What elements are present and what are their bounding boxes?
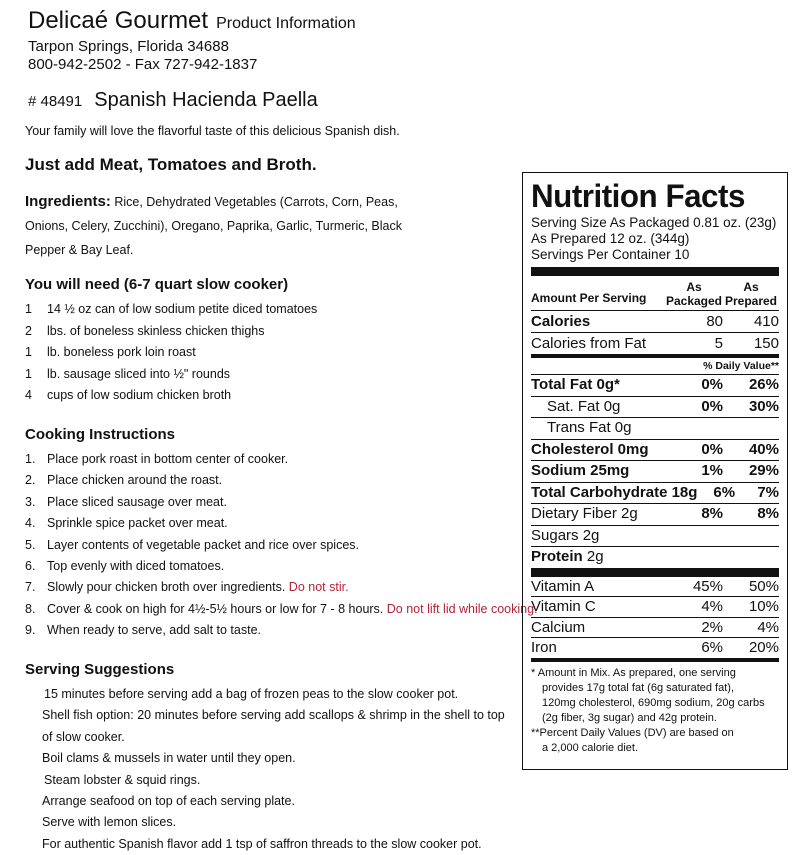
brand-name: Delicaé Gourmet — [28, 7, 209, 34]
step-text: Slowly pour chicken broth over ingredients. — [47, 580, 289, 595]
divider-thick — [531, 568, 779, 577]
footnote-line: provides 17g total fat (6g saturated fat), — [542, 681, 735, 694]
nutrient-row — [531, 397, 779, 418]
footnote-line: 120mg cholesterol, 690mg sodium, 20g carbs — [542, 696, 765, 709]
prepared-dv: 8% — [757, 505, 779, 522]
nutrient-name: Trans Fat 0g — [547, 419, 632, 436]
step-number: 5. — [25, 537, 36, 552]
nutrient-label — [531, 375, 675, 396]
address: Tarpon Springs, Florida 34688 — [28, 38, 229, 55]
step-text: Sprinkle spice packet over meat. — [47, 516, 228, 531]
ingredients-text: Rice, Dehydrated Vegetables (Carrots, Corn, Peas, Onions, Celery, Zucchini), Oregano, Paprika, Garlic, Turmeric, Black Pepper & Bay Leaf. — [25, 195, 402, 257]
list-item — [25, 385, 317, 407]
serving-size: Serving Size As Packaged 0.81 oz. (23g) — [531, 215, 777, 230]
step-number: 3. — [25, 494, 36, 509]
nutrition-facts-panel — [522, 172, 788, 770]
step-text: Top evenly with diced tomatoes. — [47, 558, 225, 573]
step-text: Place sliced sausage over meat. — [47, 494, 227, 509]
step-text: Place chicken around the roast. — [47, 473, 223, 488]
list-item: Boil clams & mussels in water until they open. — [42, 751, 296, 766]
list-item: For authentic Spanish flavor add 1 tsp of saffron threads to the slow cooker pot. — [42, 836, 482, 851]
step-number: 1. — [25, 452, 36, 466]
list-item — [25, 364, 317, 386]
list-item: Steam lobster & squid rings. — [44, 772, 201, 787]
vitamin-name: Vitamin C — [531, 598, 596, 615]
nutrient-label — [531, 504, 675, 525]
step-number: 4. — [25, 516, 36, 531]
divider-medium — [531, 658, 779, 662]
as-prepared: As Prepared 12 oz. (344g) — [531, 231, 690, 246]
you-will-need-heading: You will need (6-7 quart slow cooker) — [25, 276, 289, 293]
prepared-dv: 40% — [748, 440, 779, 458]
item-quantity: 4 — [25, 388, 32, 402]
list-item: 15 minutes before serving add a bag of frozen peas to the slow cooker pot. — [44, 687, 459, 701]
prepared-dv: 10% — [748, 598, 779, 615]
list-item — [25, 492, 538, 513]
cooking-steps-list — [25, 449, 538, 642]
nutrient-row — [531, 547, 779, 568]
phone-fax: 800-942-2502 - Fax 727-942-1837 — [28, 56, 258, 73]
col-prepared: As Prepared — [724, 280, 778, 308]
item-text: lb. sausage sliced into ½" rounds — [47, 366, 231, 381]
nutrient-label — [531, 483, 697, 504]
column-header-row — [531, 276, 779, 310]
prepared-dv: 20% — [748, 639, 779, 656]
nutrient-name: Sat. Fat 0g — [547, 397, 621, 415]
item-quantity: 1 — [25, 345, 32, 359]
packaged-dv: 0% — [701, 376, 723, 393]
item-text: cups of low sodium chicken broth — [47, 388, 232, 402]
nutrition-title: Nutrition Facts — [531, 178, 745, 214]
product-number: # 48491 — [28, 93, 83, 110]
step-number: 9. — [25, 623, 36, 638]
item-text: 14 ½ oz can of low sodium petite diced tomatoes — [47, 302, 318, 316]
serving-suggestions-heading: Serving Suggestions — [25, 661, 175, 678]
nutrient-row — [531, 526, 779, 547]
nutrient-label — [531, 418, 675, 439]
nutrient-name: Total Fat 0g* — [531, 376, 620, 393]
calories-from-fat-row: Calories from Fat 5 150 — [531, 335, 779, 352]
footnote-line: a 2,000 calorie diet. — [542, 741, 639, 754]
packaged-dv: 8% — [701, 505, 723, 522]
footnote-line: **Percent Daily Values (DV) are based on — [531, 726, 734, 739]
product-name: Spanish Hacienda Paella — [94, 89, 318, 111]
list-item — [25, 470, 538, 491]
packaged-dv: 1% — [701, 462, 723, 479]
vitamin-row — [531, 638, 779, 658]
packaged-dv: 4% — [701, 598, 723, 615]
nutrient-label — [531, 461, 675, 482]
vitamin-row — [531, 577, 779, 597]
amount-per-serving: Amount Per Serving — [531, 291, 647, 305]
item-quantity: 1 — [25, 302, 32, 316]
nutrients-list — [531, 375, 779, 568]
list-item — [25, 513, 538, 534]
list-item — [25, 556, 538, 577]
intro-text: Your family will love the flavorful taste of this delicious Spanish dish. — [25, 124, 400, 138]
packaged-dv: 0% — [701, 440, 723, 458]
vitamin-row — [531, 597, 779, 617]
nutrient-label — [531, 526, 675, 547]
prepared-dv: 30% — [748, 397, 779, 415]
prepared-dv: 4% — [757, 618, 779, 636]
serving-suggestions-list — [42, 684, 512, 855]
list-item — [25, 577, 538, 598]
nutrient-row — [531, 504, 779, 525]
col-packaged: As Packaged — [665, 280, 723, 308]
list-item: Shell fish option: 20 minutes before serving add scallops & shrimp in the shell to top of slow cooker. — [42, 708, 505, 744]
nutrient-row — [531, 440, 779, 461]
item-quantity: 1 — [25, 366, 32, 381]
ingredients-label: Ingredients: — [25, 193, 111, 210]
vitamin-row — [531, 618, 779, 638]
item-quantity: 2 — [25, 323, 32, 338]
step-text: Cover & cook on high for 4½-5½ hours or low for 7 - 8 hours. — [47, 601, 387, 616]
list-item — [25, 342, 317, 364]
nutrient-row — [531, 483, 779, 504]
step-number: 7. — [25, 580, 36, 595]
cooking-instructions-heading: Cooking Instructions — [25, 426, 175, 443]
nutrient-label — [531, 547, 675, 568]
nutrient-name: Total Carbohydrate 18g — [531, 483, 698, 501]
step-number: 8. — [25, 601, 36, 616]
step-warning: Do not lift lid while cooking. — [386, 601, 538, 616]
nutrient-name: Sugars 2g — [531, 526, 600, 544]
nutrient-amount: 2g — [582, 548, 604, 565]
product-heading — [28, 88, 318, 114]
packaged-dv: 0% — [701, 397, 723, 415]
step-text: Layer contents of vegetable packet and rice over spices. — [47, 537, 359, 552]
calories-row: Calories 80 410 — [531, 313, 779, 330]
list-item — [25, 449, 538, 470]
daily-value-label: % Daily Value** — [703, 360, 779, 372]
footnotes — [531, 666, 779, 756]
list-item — [25, 535, 538, 556]
just-add-heading: Just add Meat, Tomatoes and Broth. — [25, 155, 317, 174]
step-text: Place pork roast in bottom center of cooker. — [47, 452, 289, 466]
brand-subtitle: Product Information — [216, 15, 356, 32]
list-item: Arrange seafood on top of each serving plate. — [42, 794, 295, 809]
prepared-dv: 50% — [748, 577, 779, 595]
you-will-need-list — [25, 299, 317, 407]
footnote-line: * Amount in Mix. As prepared, one serving — [531, 666, 736, 679]
step-number: 6. — [25, 558, 36, 573]
footnote-line: (2g fiber, 3g sugar) and 42g protein. — [542, 711, 717, 724]
packaged-dv: 6% — [713, 483, 736, 501]
nutrient-label — [531, 440, 675, 461]
divider-thick — [531, 267, 779, 276]
vitamins-list — [531, 577, 779, 658]
step-text: When ready to serve, add salt to taste. — [47, 623, 262, 638]
brand-title — [28, 6, 356, 39]
servings-per-container: Servings Per Container 10 — [531, 247, 690, 262]
nutrient-label — [531, 397, 675, 418]
nutrient-row — [531, 375, 779, 396]
nutrient-name: Dietary Fiber 2g — [531, 505, 638, 522]
packaged-dv: 45% — [692, 577, 723, 595]
packaged-dv: 6% — [701, 639, 723, 656]
nutrient-row — [531, 418, 779, 439]
ingredients — [25, 190, 405, 262]
nutrient-row — [531, 461, 779, 482]
list-item — [25, 321, 317, 343]
prepared-dv: 29% — [748, 462, 779, 479]
step-warning: Do not stir. — [288, 580, 349, 595]
prepared-dv: 26% — [748, 376, 779, 393]
item-text: lb. boneless pork loin roast — [47, 345, 196, 359]
vitamin-name: Iron — [531, 639, 557, 656]
list-item — [25, 299, 317, 321]
vitamin-name: Vitamin A — [531, 577, 595, 595]
list-item — [25, 620, 538, 641]
nutrient-name: Sodium 25mg — [531, 462, 630, 479]
nutrient-name: Cholesterol 0mg — [531, 440, 649, 458]
packaged-dv: 2% — [701, 618, 723, 636]
nutrient-name: Protein — [531, 548, 583, 565]
step-number: 2. — [25, 473, 36, 488]
item-text: lbs. of boneless skinless chicken thighs — [47, 323, 265, 338]
list-item: Serve with lemon slices. — [42, 815, 177, 830]
list-item — [25, 599, 538, 620]
vitamin-name: Calcium — [531, 618, 586, 636]
prepared-dv: 7% — [757, 483, 779, 501]
